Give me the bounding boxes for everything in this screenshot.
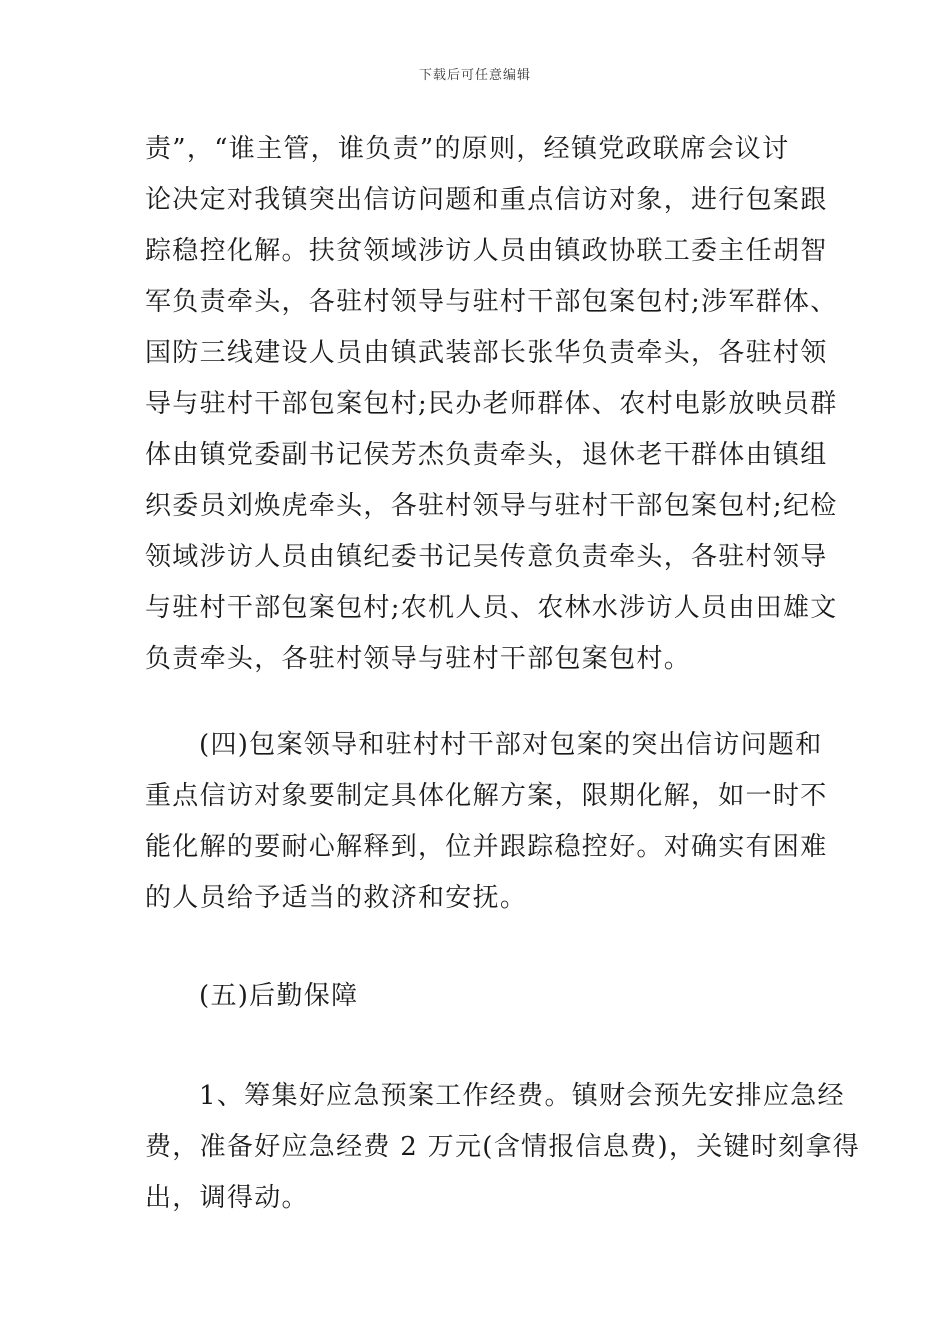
text-line: 负责牵头，各驻村领导与驻村干部包案包村。 — [145, 644, 692, 674]
text-line: 踪稳控化解。扶贫领域涉访人员由镇政协联工委主任胡智 — [145, 236, 828, 266]
text-line: 论决定对我镇突出信访问题和重点信访对象，进行包案跟 — [145, 185, 828, 215]
text-line: 与驻村干部包案包村;农机人员、农林水涉访人员由田雄文 — [145, 593, 838, 623]
text-line: 织委员刘焕虎牵头，各驻村领导与驻村干部包案包村;纪检 — [145, 491, 838, 521]
text-line: 领域涉访人员由镇纪委书记吴传意负责牵头，各驻村领导 — [145, 542, 828, 572]
page-header: 下载后可任意编辑 — [418, 68, 531, 83]
text-line: (五)后勤保障 — [199, 981, 359, 1011]
text-line: 导与驻村干部包案包村;民办老师群体、农村电影放映员群 — [145, 389, 838, 419]
text-line: 出，调得动。 — [145, 1183, 309, 1213]
text-line: 费，准备好应急经费 2 万元(含情报信息费)，关键时刻拿得 — [145, 1132, 861, 1162]
text-line: 1、筹集好应急预案工作经费。镇财会预先安排应急经 — [199, 1081, 845, 1111]
paragraph-emergency-funds — [145, 1071, 861, 1224]
text-line: 军负责牵头，各驻村领导与驻村干部包案包村;涉军群体、 — [145, 287, 838, 317]
text-line: 国防三线建设人员由镇武装部长张华负责牵头，各驻村领 — [145, 338, 828, 368]
paragraph-responsibility-assignment — [145, 124, 838, 685]
section-heading-logistics — [145, 971, 810, 1022]
paragraph-section-four — [145, 720, 828, 924]
text-line: 体由镇党委副书记侯芳杰负责牵头，退休老干群体由镇组 — [145, 440, 828, 470]
text-line: 重点信访对象要制定具体化解方案，限期化解，如一时不 — [145, 781, 828, 811]
text-line: (四)包案领导和驻村村干部对包案的突出信访问题和 — [199, 730, 823, 760]
text-line: 能化解的要耐心解释到，位并跟踪稳控好。对确实有困难 — [145, 832, 828, 862]
text-line: 责”，“谁主管，谁负责”的原则，经镇党政联席会议讨 — [145, 134, 790, 164]
text-line: 的人员给予适当的救济和安抚。 — [145, 883, 528, 913]
